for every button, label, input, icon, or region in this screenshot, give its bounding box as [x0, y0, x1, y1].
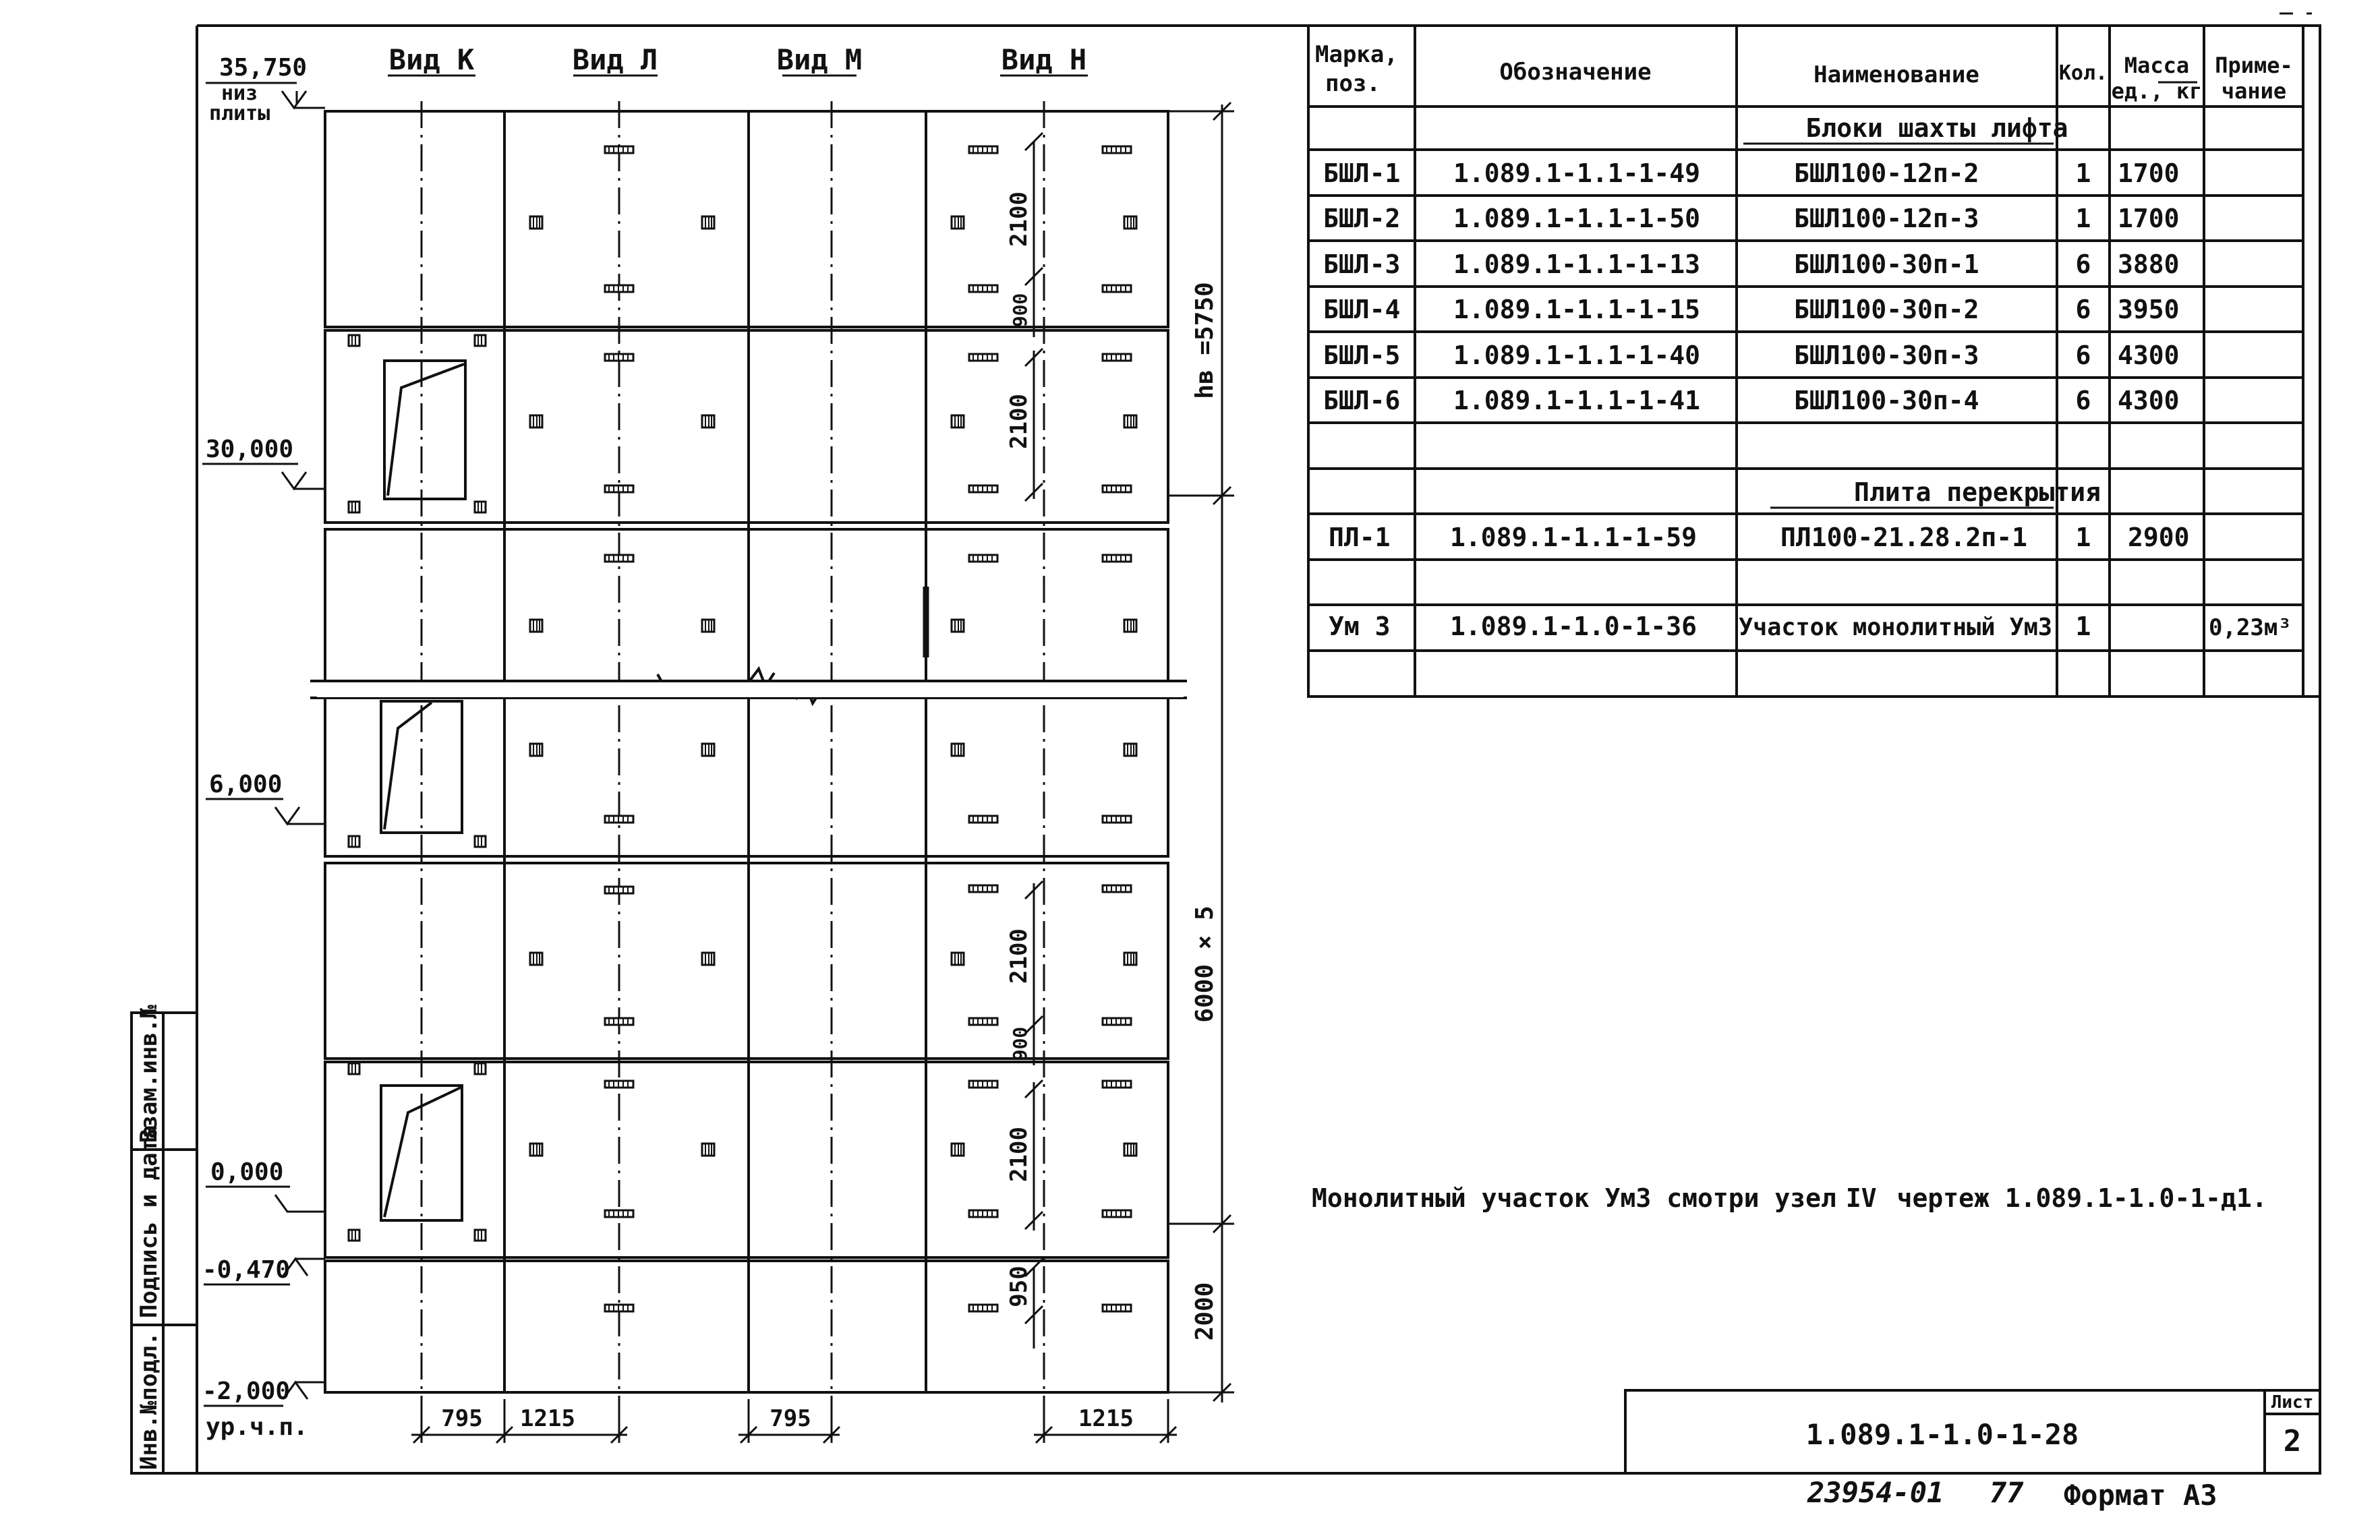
row1-designation: 1.089.1-1.1-1-49	[1453, 158, 1701, 188]
view-n-title: Вид Н	[1001, 43, 1087, 76]
row5-qty: 6	[2075, 340, 2091, 370]
row1-qty: 1	[2075, 158, 2091, 188]
view-l-title: Вид Л	[572, 43, 658, 76]
dim-2100-2: 2100	[1006, 394, 1033, 449]
row4-designation: 1.089.1-1.1-1-15	[1453, 295, 1701, 324]
note-text	[1312, 1183, 2267, 1213]
level-0: 0,000	[210, 1158, 284, 1186]
level-30: 30,000	[206, 436, 294, 463]
row1-name: БШЛ100-12п-2	[1794, 158, 1979, 188]
row4-mark: БШЛ-4	[1323, 295, 1401, 324]
level-m047: -0,470	[202, 1256, 291, 1284]
dim-2100-4: 2100	[1006, 1127, 1033, 1182]
inv-orig-label: Инв.№подл.	[136, 1332, 163, 1470]
note-before: Монолитный участок Ум3 смотри узел	[1312, 1183, 1836, 1213]
hdr-qty: Кол.	[2058, 61, 2108, 85]
row5-name: БШЛ100-30п-3	[1794, 340, 1979, 370]
hdr-mass-1: Масса	[2124, 53, 2190, 78]
row7-designation: 1.089.1-1.1-1-59	[1450, 523, 1697, 552]
dim-950: 950	[1006, 1266, 1033, 1307]
row2-qty: 1	[2075, 204, 2091, 233]
level-top-note-2: плиты	[209, 102, 270, 125]
dim-900-1: 900	[1009, 293, 1031, 328]
dim-900-2: 900	[1009, 1026, 1031, 1061]
hdr-mark-1: Марка,	[1315, 41, 1398, 68]
view-m-title: Вид М	[776, 43, 863, 76]
dim-hb: hв =5750	[1191, 282, 1219, 399]
sign-date-label: Подпись и дата	[136, 1125, 163, 1318]
row3-mark: БШЛ-3	[1323, 249, 1401, 279]
hdr-mass-2: ед., кг	[2111, 78, 2203, 104]
row6-mark: БШЛ-6	[1323, 386, 1401, 415]
note-after: чертеж 1.089.1-1.0-1-д1.	[1896, 1183, 2267, 1213]
row3-qty: 6	[2075, 249, 2091, 279]
sheet-label: Лист	[2271, 1392, 2314, 1413]
row5-mark: БШЛ-5	[1323, 340, 1401, 370]
row3-designation: 1.089.1-1.1-1-13	[1453, 249, 1701, 279]
level-top: 35,750	[219, 54, 308, 82]
sheet-frame	[132, 13, 2320, 1473]
format-label: Формат А3	[2064, 1479, 2217, 1512]
hdr-mark-2: поз.	[1325, 70, 1381, 97]
dim-1215-1: 1215	[520, 1405, 575, 1432]
row5-mass: 4300	[2118, 340, 2180, 370]
row8-name: Участок монолитный Ум3	[1739, 614, 2052, 641]
inv-number-2: 77	[1990, 1476, 2024, 1509]
row1-mass: 1700	[2118, 158, 2180, 188]
row4-name: БШЛ100-30п-2	[1794, 295, 1979, 324]
hdr-note-2: чание	[2221, 78, 2287, 104]
dim-floors: 6000 × 5	[1191, 906, 1219, 1023]
row1-mark: БШЛ-1	[1323, 158, 1401, 188]
level-m2: -2,000	[202, 1378, 291, 1405]
row7-qty: 1	[2075, 523, 2091, 552]
row7-mark: ПЛ-1	[1329, 523, 1391, 552]
dim-795-1: 795	[441, 1405, 483, 1432]
row8-note: 0,23м³	[2209, 614, 2292, 641]
row4-mass: 3950	[2118, 295, 2180, 324]
row2-designation: 1.089.1-1.1-1-50	[1453, 204, 1701, 233]
sheet-number: 2	[2283, 1424, 2302, 1458]
row7-mass: 2900	[2128, 523, 2190, 552]
section-slab: Плита перекрытия	[1853, 477, 2101, 507]
level-6: 6,000	[209, 771, 283, 798]
hdr-name: Наименование	[1813, 61, 1979, 88]
doc-number: 1.089.1-1.0-1-28	[1805, 1418, 2079, 1451]
row2-mass: 1700	[2118, 204, 2180, 233]
row6-mass: 4300	[2118, 386, 2180, 415]
row7-name: ПЛ100-21.28.2п-1	[1780, 523, 2028, 552]
row8-designation: 1.089.1-1.0-1-36	[1450, 612, 1697, 641]
dim-1215-2: 1215	[1078, 1405, 1134, 1432]
door-openings	[381, 361, 465, 1220]
row3-mass: 3880	[2118, 249, 2180, 279]
section-shaft: Блоки шахты лифта	[1805, 113, 2068, 143]
row2-name: БШЛ100-12п-3	[1794, 204, 1979, 233]
view-k-title: Вид К	[388, 43, 475, 76]
row3-name: БШЛ100-30п-1	[1794, 249, 1979, 279]
note-node: IV	[1845, 1183, 1877, 1213]
elevation-panels	[325, 111, 1168, 1392]
row8-qty: 1	[2075, 612, 2091, 641]
hdr-designation: Обозначение	[1499, 59, 1652, 86]
row6-designation: 1.089.1-1.1-1-41	[1453, 386, 1701, 415]
hdr-note-1: Приме-	[2215, 53, 2293, 78]
dim-2100-1: 2100	[1006, 191, 1033, 247]
dim-2000: 2000	[1191, 1282, 1219, 1341]
row4-qty: 6	[2075, 295, 2091, 324]
row8-mark: Ум 3	[1329, 612, 1391, 641]
row6-name: БШЛ100-30п-4	[1794, 386, 1979, 415]
inv-sub-label: Взам.инв.№	[136, 1005, 163, 1143]
level-ur: ур.ч.п.	[206, 1413, 308, 1441]
row5-designation: 1.089.1-1.1-1-40	[1453, 340, 1701, 370]
level-marks	[202, 83, 325, 1406]
row6-qty: 6	[2075, 386, 2091, 415]
row2-mark: БШЛ-2	[1323, 204, 1401, 233]
level-top-note-1: низ	[221, 82, 258, 105]
dim-795-2: 795	[770, 1405, 811, 1432]
inv-number: 23954-01	[1807, 1476, 1944, 1509]
dim-2100-3: 2100	[1006, 928, 1033, 984]
